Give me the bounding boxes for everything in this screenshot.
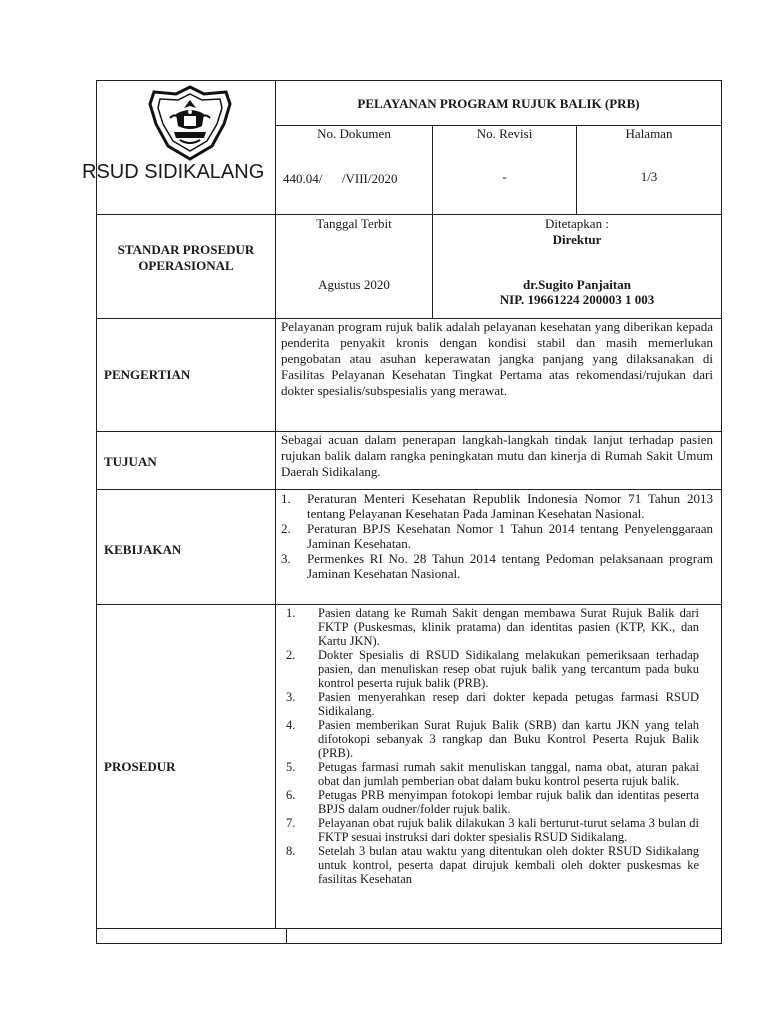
kebijakan-list — [281, 491, 713, 581]
list-item: 7. Pelayanan obat rujuk balik dilakukan 3 kali berturut-turut selama 3 bulan di FKTP sesuai instruksi dari dokter spesialis RSUD Sidikalang. — [286, 816, 699, 844]
signer-name: dr.Sugito Panjaitan — [523, 277, 631, 292]
doc-no-label: No. Dokumen — [317, 126, 391, 141]
hospital-name: RSUD SIDIKALANG — [82, 161, 265, 183]
list-item: 4. Pasien memberikan Surat Rujuk Balik (SRB) dan kartu JKN yang telah difotokopi sebanyak 3 rangkap dan Buku Kontrol Peserta Rujuk Balik (PRB). — [286, 718, 699, 760]
tujuan-label: TUJUAN — [104, 454, 157, 469]
prosedur-list — [286, 606, 699, 886]
page-value: 1/3 — [640, 169, 658, 184]
pengertian-text: Pelayanan program rujuk balik adalah pelayanan kesehatan yang diberikan kepada penderita penyakit kronis dengan kondisi stabil dan masih memerlukan pengobatan atau asuhan keperawatan jangka panjang yang dilaksanakan di Fasilitas Pelayanan Kesehatan Tingkat Pertama atas rekomendasi/rujukan dari dokter spesialis/subspesialis yang merawat. — [281, 319, 713, 398]
document-title: PELAYANAN PROGRAM RUJUK BALIK (PRB) — [357, 96, 640, 111]
list-item: 2. Peraturan BPJS Kesehatan Nomor 1 Tahun 2014 tentang Penyelenggaraan Jaminan Kesehatan. — [281, 521, 713, 551]
prosedur-label: PROSEDUR — [104, 759, 176, 774]
list-item: 1. Peraturan Menteri Kesehatan Republik Indonesia Nomor 71 Tahun 2013 tentang Pelayanan Kesehatan Pada Jaminan Kesehatan Nasional. — [281, 491, 713, 521]
issue-date-label: Tanggal Terbit — [316, 216, 392, 231]
kebijakan-label: KEBIJAKAN — [104, 542, 182, 557]
list-item: 3. Pasien menyerahkan resep dari dokter kepada petugas farmasi RSUD Sidikalang. — [286, 690, 699, 718]
list-item: 8. Setelah 3 bulan atau waktu yang ditentukan oleh dokter RSUD Sidikalang untuk kontrol, peserta dapat dirujuk kembali oleh dokter puskesmas ke fasilitas Kesehatan — [286, 844, 699, 886]
issue-date: Agustus 2020 — [318, 277, 390, 292]
approved-label: Ditetapkan : — [545, 216, 609, 231]
signer-nip: NIP. 19661224 200003 1 003 — [499, 292, 655, 307]
list-item: 3. Permenkes RI No. 28 Tahun 2014 tentang Pedoman pelaksanaan program Jaminan Kesehatan Nasional. — [281, 551, 713, 581]
regency-emblem-logo — [146, 84, 234, 162]
list-item: 2. Dokter Spesialis di RSUD Sidikalang melakukan pemeriksaan terhadap pasien, dan menuliskan resep obat rujuk balik yang tercantum pada buku kontrol peserta rujuk balik (PRB). — [286, 648, 699, 690]
tujuan-text: Sebagai acuan dalam penerapan langkah-langkah tindak lanjut terhadap pasien rujukan balik dalam rangka peningkatan mutu dan kinerja di Rumah Sakit Umum Daerah Sidikalang. — [281, 432, 713, 479]
revision-label: No. Revisi — [476, 126, 533, 141]
approved-role: Direktur — [552, 232, 602, 247]
list-item: 1. Pasien datang ke Rumah Sakit dengan membawa Surat Rujuk Balik dari FKTP (Puskesmas, klinik pratama) dan identitas pasien (KTP, KK., dan Kartu JKN). — [286, 606, 699, 648]
revision-value: - — [502, 169, 507, 184]
list-item: 6. Petugas PRB menyimpan fotokopi lembar rujuk balik dan identitas peserta BPJS dalam oudner/folder rujuk balik. — [286, 788, 699, 816]
list-item: 5. Petugas farmasi rumah sakit menuliskan tanggal, nama obat, aturan pakai obat dan jumlah pemberian obat dalam buku kontrol peserta rujuk balik. — [286, 760, 699, 788]
page-label: Halaman — [625, 126, 673, 141]
pengertian-label: PENGERTIAN — [104, 367, 191, 382]
sop-label: STANDAR PROSEDUR OPERASIONAL — [117, 242, 255, 273]
doc-no-value: 440.04/ /VIII/2020 — [283, 171, 398, 186]
